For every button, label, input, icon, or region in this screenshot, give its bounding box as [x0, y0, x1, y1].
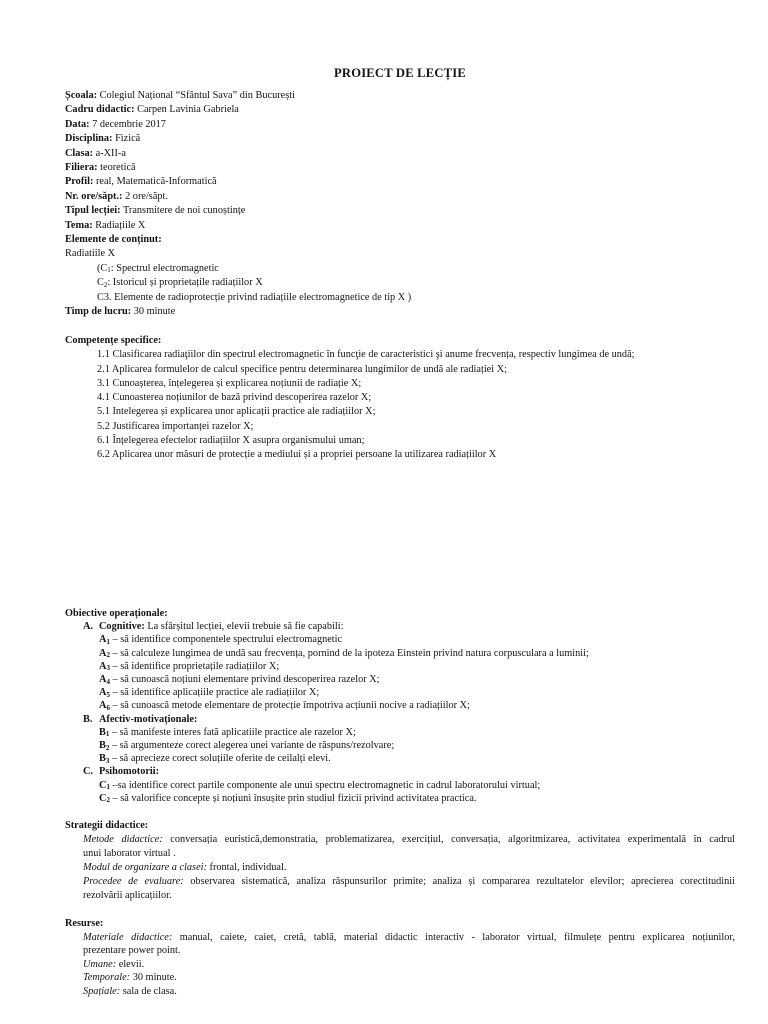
content-element-code: C [97, 277, 104, 289]
materials-text: manual, caiete, caiet, cretă, tablă, material didactic interactiv - laborator virtual, filmulețe pentru explicarea noțiunilor, [179, 931, 735, 943]
work-time-line [65, 305, 735, 319]
objective-item [65, 686, 735, 699]
objective-code-index: 3 [105, 756, 110, 765]
cognitive-marker: A. [83, 621, 94, 633]
objective-item [65, 673, 735, 686]
competence-item: 2.1 Aplicarea formulelor de calcul specifice pentru determinarea lungimilor de undă ale radiației X; [97, 363, 507, 375]
objective-item [65, 752, 735, 765]
objective-code-letter: C [99, 779, 107, 791]
objective-text: –sa identifice corect partile componente ale unui spectru electromagnetic in cadrul laboratorului virtual; [112, 779, 541, 791]
objective-code-letter: C [99, 792, 107, 804]
objective-code-index: 4 [106, 677, 110, 686]
profile-line [65, 175, 735, 189]
objective-code [99, 740, 109, 751]
objective-code-letter: A [99, 634, 107, 646]
objective-code-index: 1 [106, 783, 110, 792]
methods-line-2: unui laborator virtual . [83, 847, 176, 859]
theme-label: Tema: [65, 219, 93, 231]
affective-label: Afectiv-motivaționale: [99, 713, 198, 725]
track-line [65, 161, 735, 175]
objective-code-index: 1 [106, 637, 110, 646]
resources-heading [65, 917, 735, 931]
human-resources-value: elevii. [118, 958, 145, 970]
profile-label: Profil: [65, 176, 94, 188]
objective-code-letter: A [99, 660, 107, 672]
cognitive-intro: La sfârșitul lecției, elevii trebuie să fie capabili: [147, 621, 344, 633]
space-resources-label: Spațiale: [83, 985, 121, 997]
hours-line [65, 190, 735, 204]
materials-line-1 [83, 931, 735, 945]
class-line [65, 147, 735, 161]
objective-code [99, 780, 110, 791]
objective-text: – să calculeze lungimea de undă sau frecvența, pornind de la ipoteza Einstein privind natura corpusculara a luminii; [112, 647, 589, 659]
objective-code-index: 2 [105, 743, 110, 752]
methods-text: conversația euristică,demonstratia, problematizarea, exercițiul, conversația, algoritmizarea, activitatea experimentală în cadrul [170, 833, 735, 845]
objective-text: – să manifeste interes fată aplicatiile practice ale razelor X; [111, 726, 356, 738]
objective-item [65, 726, 735, 739]
objective-text: – să argumenteze corect alegerea unei variante de răspuns/rezolvare; [111, 740, 395, 752]
content-element-index: 2 [103, 280, 108, 289]
competence-item: 1.1 Clasificarea radiaţiilor din spectrul electromagnetic în funcţie de caracteristici şi anume frecvența, respectiv lungimea de undă; [97, 349, 635, 361]
competence-item: 6.1 Înțelegerea efectelor radiațiilor X asupra organismului uman; [97, 435, 365, 447]
objective-item [65, 699, 735, 712]
date-line [65, 118, 735, 132]
objective-code-index: 1 [105, 730, 110, 739]
psychomotor-marker: C. [83, 766, 94, 778]
objective-code [99, 753, 109, 764]
materials-label: Materiale didactice: [83, 931, 173, 943]
methods-line-1 [83, 833, 735, 847]
objective-item [65, 739, 735, 752]
cognitive-label: Cognitive: [99, 621, 145, 633]
work-time-value: 30 minute [133, 306, 176, 318]
objective-item [65, 633, 735, 646]
objective-text: – să cunoască noțiuni elementare privind descoperirea razelor X; [112, 674, 380, 686]
resources-section [65, 917, 735, 999]
organization-value: frontal, individual. [209, 861, 287, 873]
time-resources-label: Temporale: [83, 972, 131, 984]
objective-code-letter: B [99, 726, 106, 738]
objective-code-index: 2 [106, 796, 110, 805]
school-label: Școala: [65, 90, 98, 101]
resources-label: Resurse: [65, 918, 104, 929]
teacher-value: Carpen Lavinia Gabriela [137, 104, 239, 116]
objective-code-letter: A [99, 687, 107, 699]
theme-value: Radiațiile X [95, 219, 146, 231]
methods-label: Metode didactice: [83, 833, 163, 845]
space-resources-line [65, 985, 735, 999]
materials-line-2: prezentare power point. [83, 945, 181, 957]
date-value: 7 decembrie 2017 [92, 118, 166, 130]
organization-label: Modul de organizare a clasei: [83, 861, 207, 873]
track-label: Filiera: [65, 162, 98, 174]
lesson-info-section [65, 89, 735, 320]
lesson-type-line [65, 204, 735, 218]
objective-code-letter: A [99, 647, 107, 659]
content-element-text: : Istoricul și proprietațile radiațiilor X [107, 277, 263, 289]
objective-code [99, 700, 110, 711]
lesson-type-label: Tipul lecției: [65, 205, 121, 217]
competence-item: 6.2 Aplicarea unor măsuri de protecție a mediului și a propriei persoane la utilizarea radiațiilor X [97, 449, 497, 461]
content-element-c1 [65, 262, 735, 276]
objective-code [99, 634, 110, 645]
objective-text: – să identifice proprietațile radiațiilor X; [112, 660, 280, 672]
objective-item [65, 660, 735, 673]
competence-item: 5.2 Justificarea importanței razelor X; [97, 420, 254, 432]
objectives-label: Obiective operaționale: [65, 608, 168, 619]
cognitive-heading [65, 620, 735, 633]
competence-item: 4.1 Cunoasterea noțiunilor de bază privind descoperirea razelor X; [97, 392, 372, 404]
affective-marker: B. [83, 713, 93, 725]
strategies-heading [65, 819, 735, 833]
objective-text: – să valorifice concepte și noțiuni însușite prin studiul fizicii privind activitatea practica. [112, 792, 477, 804]
objective-code-index: 5 [106, 690, 110, 699]
objective-code [99, 793, 110, 804]
objectives-section [65, 607, 735, 805]
evaluation-text: observarea sistematică, analiza răspunsurilor primite; analiza și compararea rezultatelor elevilor; aprecierea corectitudinii [190, 875, 735, 887]
objectives-heading [65, 607, 735, 620]
evaluation-label: Procedee de evaluare: [83, 875, 184, 887]
strategies-label: Strategii didactice: [65, 820, 149, 831]
strategies-section [65, 819, 735, 902]
objective-item [65, 647, 735, 660]
discipline-line [65, 132, 735, 146]
profile-value: real, Matematică-Informatică [95, 176, 217, 188]
objective-code [99, 648, 110, 659]
content-element-c2 [65, 276, 735, 290]
discipline-label: Disciplina: [65, 133, 113, 145]
content-element-c3: C3. Elemente de radioprotecție privind radiațiile electromagnetice de tip X ) [97, 291, 412, 303]
objective-text: – să identifice aplicațiile practice ale radiațiilor X; [112, 687, 320, 699]
school-value: Colegiul Național “Sfântul Sava” din București [99, 90, 295, 101]
objective-text: – să identifice componentele spectrului electromagnetic [112, 634, 343, 646]
teacher-line [65, 103, 735, 117]
objective-text: – să cunoască metode elementare de protecție împotriva acțiunii nocive a radiațiilor X; [112, 700, 470, 712]
objective-code-index: 3 [106, 664, 110, 673]
hours-label: Nr. ore/săpt.: [65, 190, 123, 202]
lesson-type-value: Transmitere de noi cunoștințe [122, 205, 246, 217]
document-title: PROIECT DE LECȚIE [334, 66, 466, 80]
competence-item: 3.1 Cunoașterea, înțelegerea și explicarea noțiunii de radiație X; [97, 377, 362, 389]
evaluation-line-1 [83, 875, 735, 889]
time-resources-value: 30 minute. [132, 972, 177, 984]
objective-code-letter: A [99, 674, 107, 686]
content-topic: Radiatiile X [65, 248, 116, 260]
psychomotor-heading [65, 765, 735, 778]
human-resources-line [65, 958, 735, 972]
date-label: Data: [65, 118, 90, 130]
human-resources-label: Umane: [83, 958, 117, 970]
work-time-label: Timp de lucru: [65, 306, 132, 318]
objective-code-index: 6 [106, 703, 110, 712]
theme-line [65, 219, 735, 233]
class-value: a-XII-a [95, 147, 126, 159]
organization-line [65, 861, 735, 875]
school-line [65, 89, 735, 103]
objective-item [65, 792, 735, 805]
objective-code-letter: B [99, 740, 106, 752]
discipline-value: Fizică [115, 133, 141, 145]
class-label: Clasa: [65, 147, 94, 159]
space-resources-value: sala de clasa. [122, 985, 177, 997]
objective-text: – să aprecieze corect soluțiile oferite de ceilalți elevi. [111, 753, 331, 765]
content-element-index: 1 [107, 266, 111, 275]
time-resources-line [65, 971, 735, 985]
affective-heading [65, 713, 735, 726]
objective-code [99, 727, 109, 738]
psychomotor-label: Psihomotorii: [99, 766, 160, 778]
objective-code [99, 687, 110, 698]
content-element-text: : Spectrul electromagnetic [110, 262, 219, 274]
objective-code [99, 674, 110, 685]
competences-heading [65, 334, 735, 348]
competences-section [65, 334, 735, 463]
hours-value: 2 ore/săpt. [125, 190, 168, 202]
objective-code-letter: B [99, 753, 106, 765]
content-element-code: (C [97, 262, 108, 274]
content-elements-heading [65, 233, 735, 247]
objective-item [65, 779, 735, 792]
objective-code-index: 2 [106, 651, 110, 660]
content-elements-label: Elemente de conținut: [65, 234, 162, 246]
teacher-label: Cadru didactic: [65, 104, 135, 116]
competences-label: Competențe specifice: [65, 335, 162, 346]
objective-code-letter: A [99, 700, 107, 712]
objective-code [99, 661, 110, 672]
competence-item: 5.1 Intelegerea și explicarea unor aplicații practice ale radiațiilor X; [97, 406, 376, 418]
evaluation-line-2: rezolvării aplicațiilor. [83, 889, 172, 901]
track-value: teoretică [100, 162, 136, 174]
